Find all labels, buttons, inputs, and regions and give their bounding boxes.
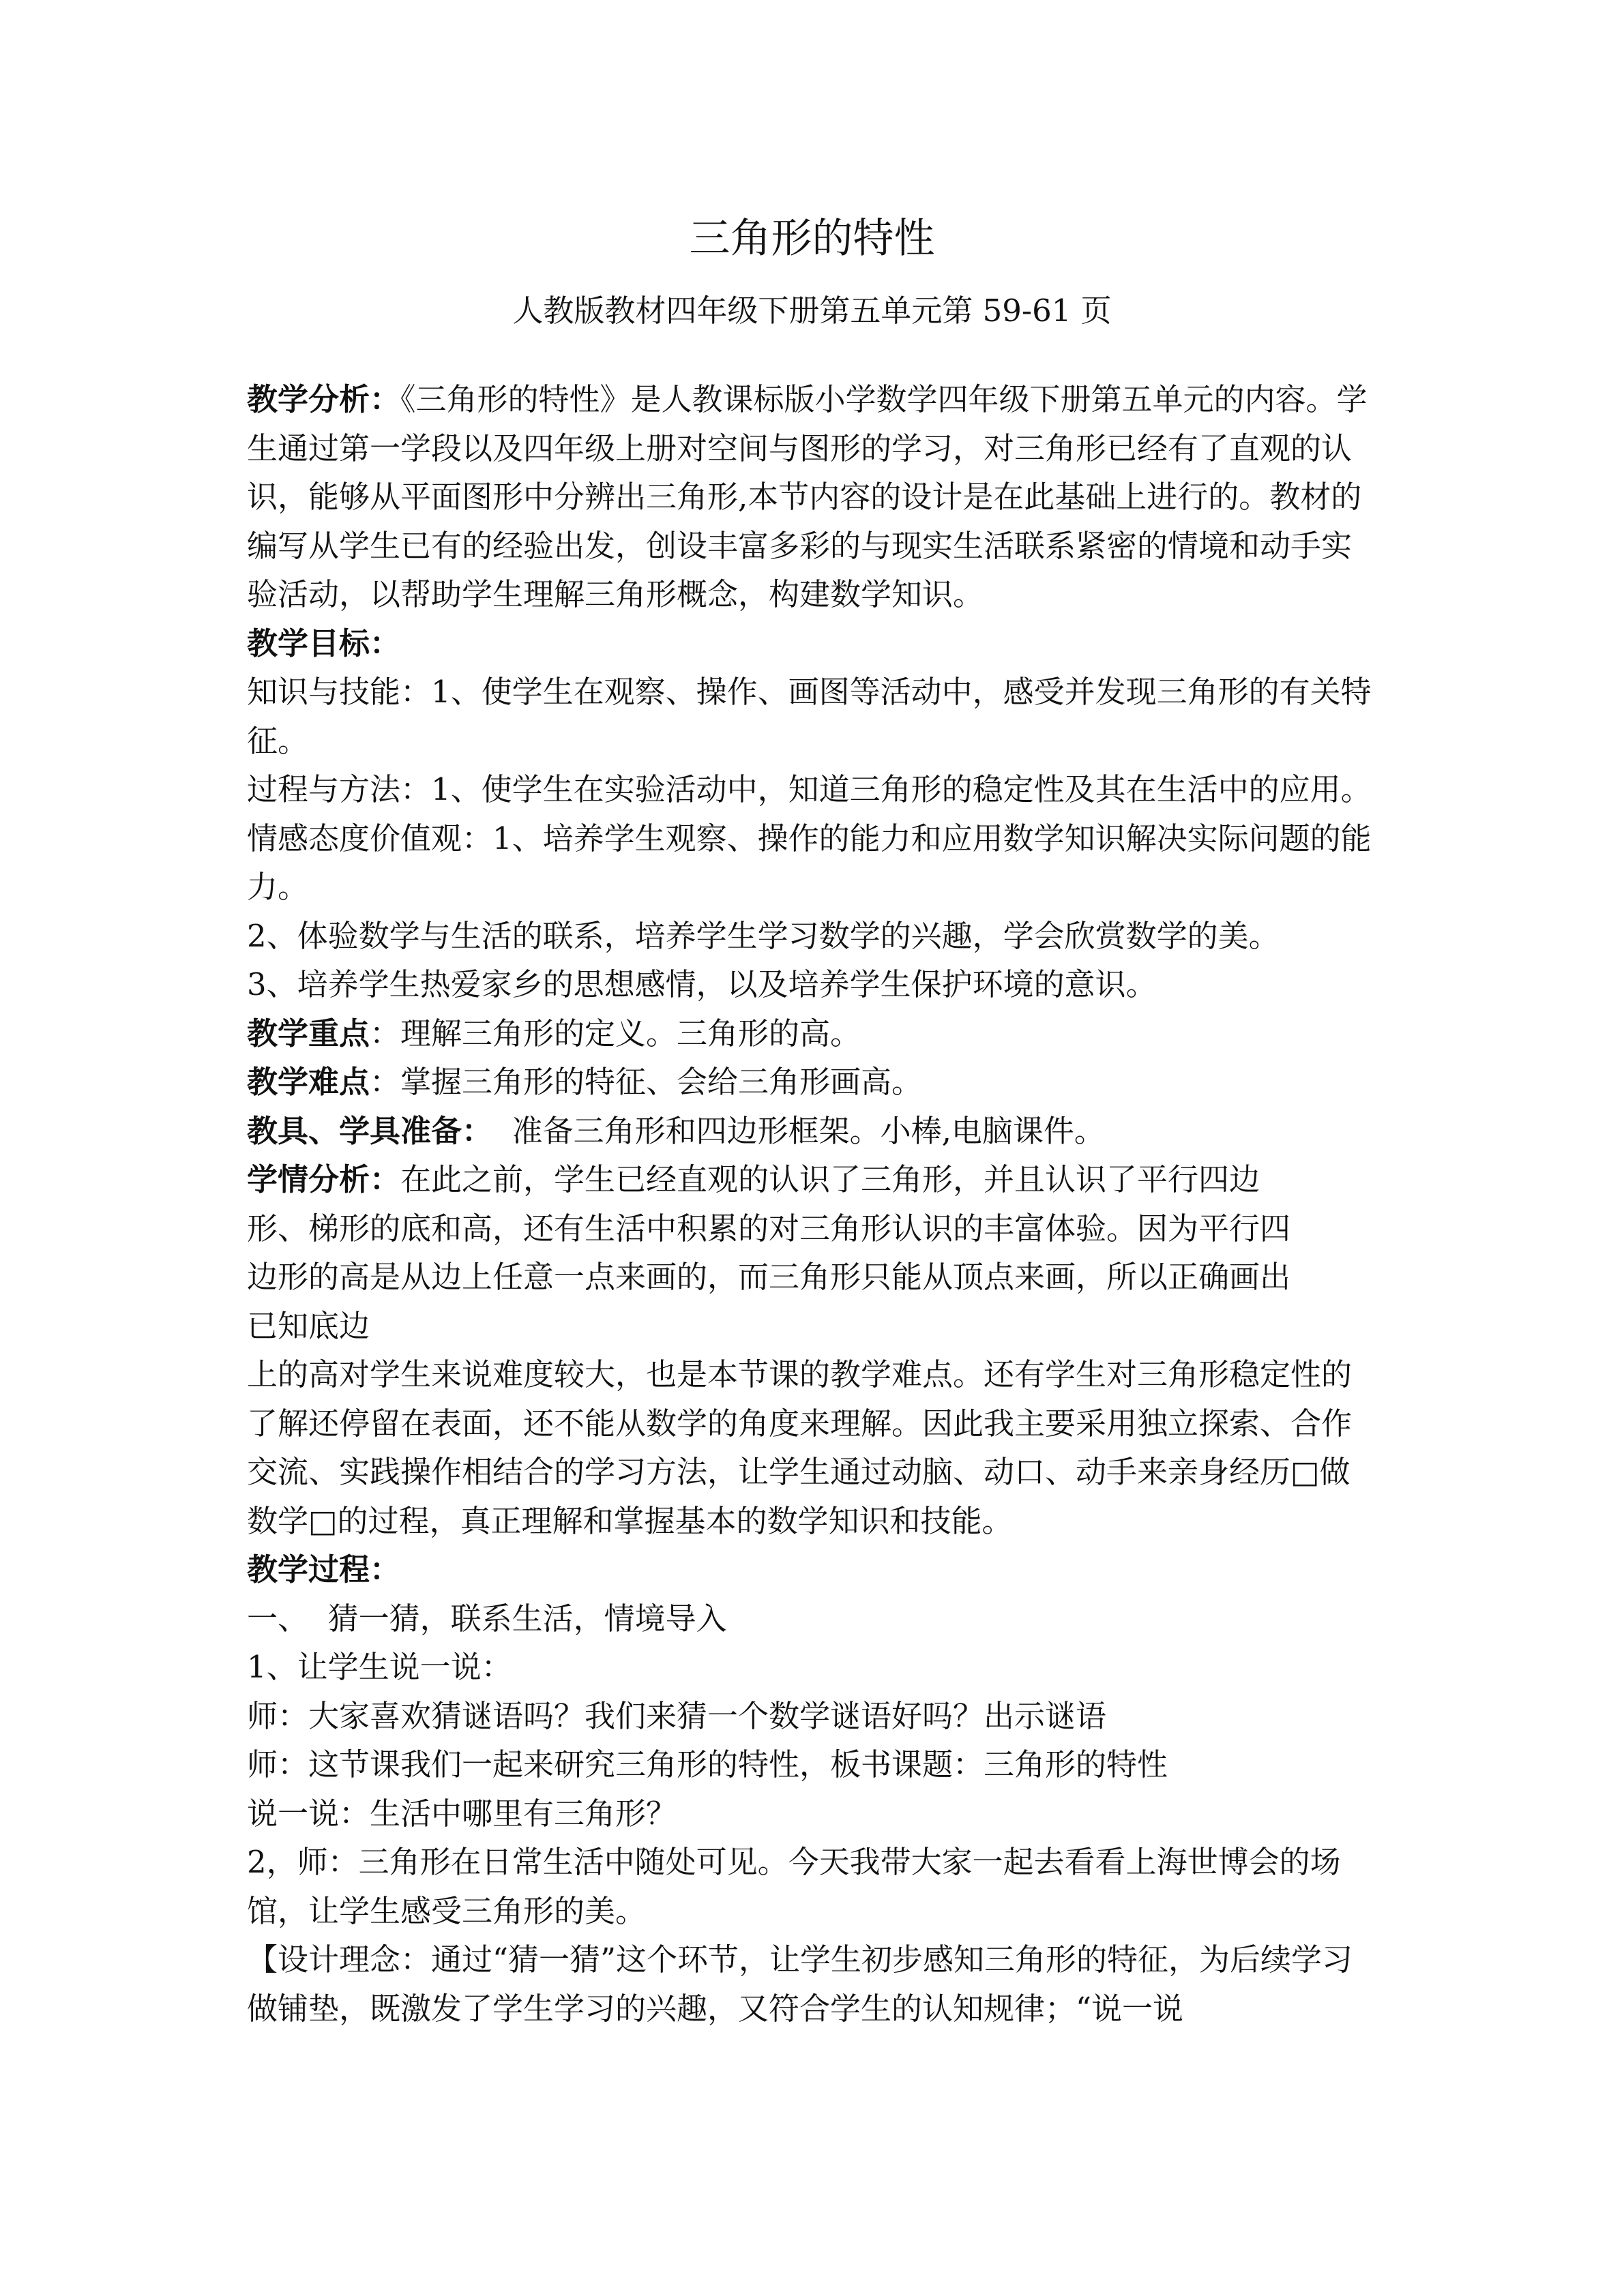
- learner-analysis-label: 学情分析：: [247, 1161, 401, 1197]
- learner-analysis-line-2: 形、梯形的底和高，还有生活中积累的对三角形认识的丰富体验。因为平行四: [247, 1210, 1291, 1247]
- goal-item-3: 3、培养学生热爱家乡的思想感情，以及培养学生保护环境的意识。: [247, 966, 1157, 1002]
- teaching-analysis-label: 教学分析：: [247, 381, 401, 417]
- key-point-text: ：理解三角形的定义。三角形的高。: [370, 1015, 861, 1052]
- page-title: 三角形的特性: [689, 215, 935, 263]
- teaching-analysis-text: 《三角形的特性》是人教课标版小学数学四年级下册第五单元的内容。学生通过第一学段以及四年级上册对空间与图形的学习，对三角形已经有了直观的认识，能够从平面图形中分辨出三角形,本节内容的设计是在此基础上进行的。教材的编写从学生已有的经验出发，创设丰富多彩的与现实生活联系紧密的情境和动手实验活动，以帮助学生理解三角形概念，构建数学知识。: [247, 381, 1368, 612]
- say-line: 说一说：生活中哪里有三角形？: [247, 1795, 677, 1832]
- difficulty-text: ：掌握三角形的特征、会给三角形画高。: [370, 1064, 923, 1100]
- learner-analysis-line-4: 已知底边: [247, 1307, 370, 1344]
- design-concept: 【设计理念：通过“猜一猜”这个环节，让学生初步感知三角形的特征，为后续学习做铺垫，既激发了学生学习的兴趣，又符合学生的认知规律；“说一说: [247, 1941, 1353, 2027]
- process-step-1: 一、 猜一猜，联系生活，情境导入: [247, 1600, 727, 1637]
- teaching-analysis-paragraph: [247, 375, 1379, 619]
- document-body: [247, 375, 1379, 2033]
- difficulty-paragraph: [247, 1058, 1379, 1107]
- teaching-process-heading: 教学过程：: [247, 1551, 401, 1587]
- teacher-line-2: 师：这节课我们一起来研究三角形的特性，板书课题：三角形的特性: [247, 1746, 1168, 1783]
- key-point-label: 教学重点: [247, 1015, 370, 1052]
- goal-emotion: 情感态度价值观：1、培养学生观察、操作的能力和应用数学知识解决实际问题的能力。: [247, 820, 1372, 905]
- difficulty-label: 教学难点: [247, 1064, 370, 1100]
- process-sub-2: 2，师：三角形在日常生活中随处可见。今天我带大家一起去看看上海世博会的场馆，让学生感受三角形的美。: [247, 1844, 1341, 1929]
- teaching-goals-heading: 教学目标：: [247, 625, 401, 661]
- learner-analysis-continuation: 上的高对学生来说难度较大，也是本节课的教学难点。还有学生对三角形稳定性的了解还停留在表面，还不能从数学的角度来理解。因此我主要采用独立探索、合作交流、实践操作相结合的学习方法，让学生通过动脑、动口、动手来亲身经历□做数学□的过程，真正理解和掌握基本的数学知识和技能。: [247, 1356, 1353, 1539]
- process-sub-1: 1、让学生说一说：: [247, 1649, 512, 1685]
- learner-analysis-line-3: 边形的高是从边上任意一点来画的，而三角形只能从顶点来画，所以正确画出: [247, 1259, 1291, 1295]
- goal-knowledge: 知识与技能：1、使学生在观察、操作、画图等活动中，感受并发现三角形的有关特征。: [247, 674, 1372, 759]
- tools-text: 准备三角形和四边形框架。小棒,电脑课件。: [492, 1112, 1105, 1149]
- page-subtitle: 人教版教材四年级下册第五单元第 59-61 页: [512, 293, 1112, 329]
- goal-item-2: 2、体验数学与生活的联系，培养学生学习数学的兴趣，学会欣赏数学的美。: [247, 917, 1280, 954]
- goal-process: 过程与方法：1、使学生在实验活动中，知道三角形的稳定性及其在生活中的应用。: [247, 771, 1372, 807]
- learner-analysis-line-1: 学情分析：在此之前，学生已经直观的认识了三角形，并且认识了平行四边: [247, 1161, 1260, 1197]
- key-point-paragraph: [247, 1009, 1379, 1058]
- tools-paragraph: [247, 1107, 1379, 1156]
- teacher-line-1: 师：大家喜欢猜谜语吗？我们来猜一个数学谜语好吗？出示谜语: [247, 1697, 1107, 1734]
- tools-label: 教具、学具准备：: [247, 1112, 493, 1149]
